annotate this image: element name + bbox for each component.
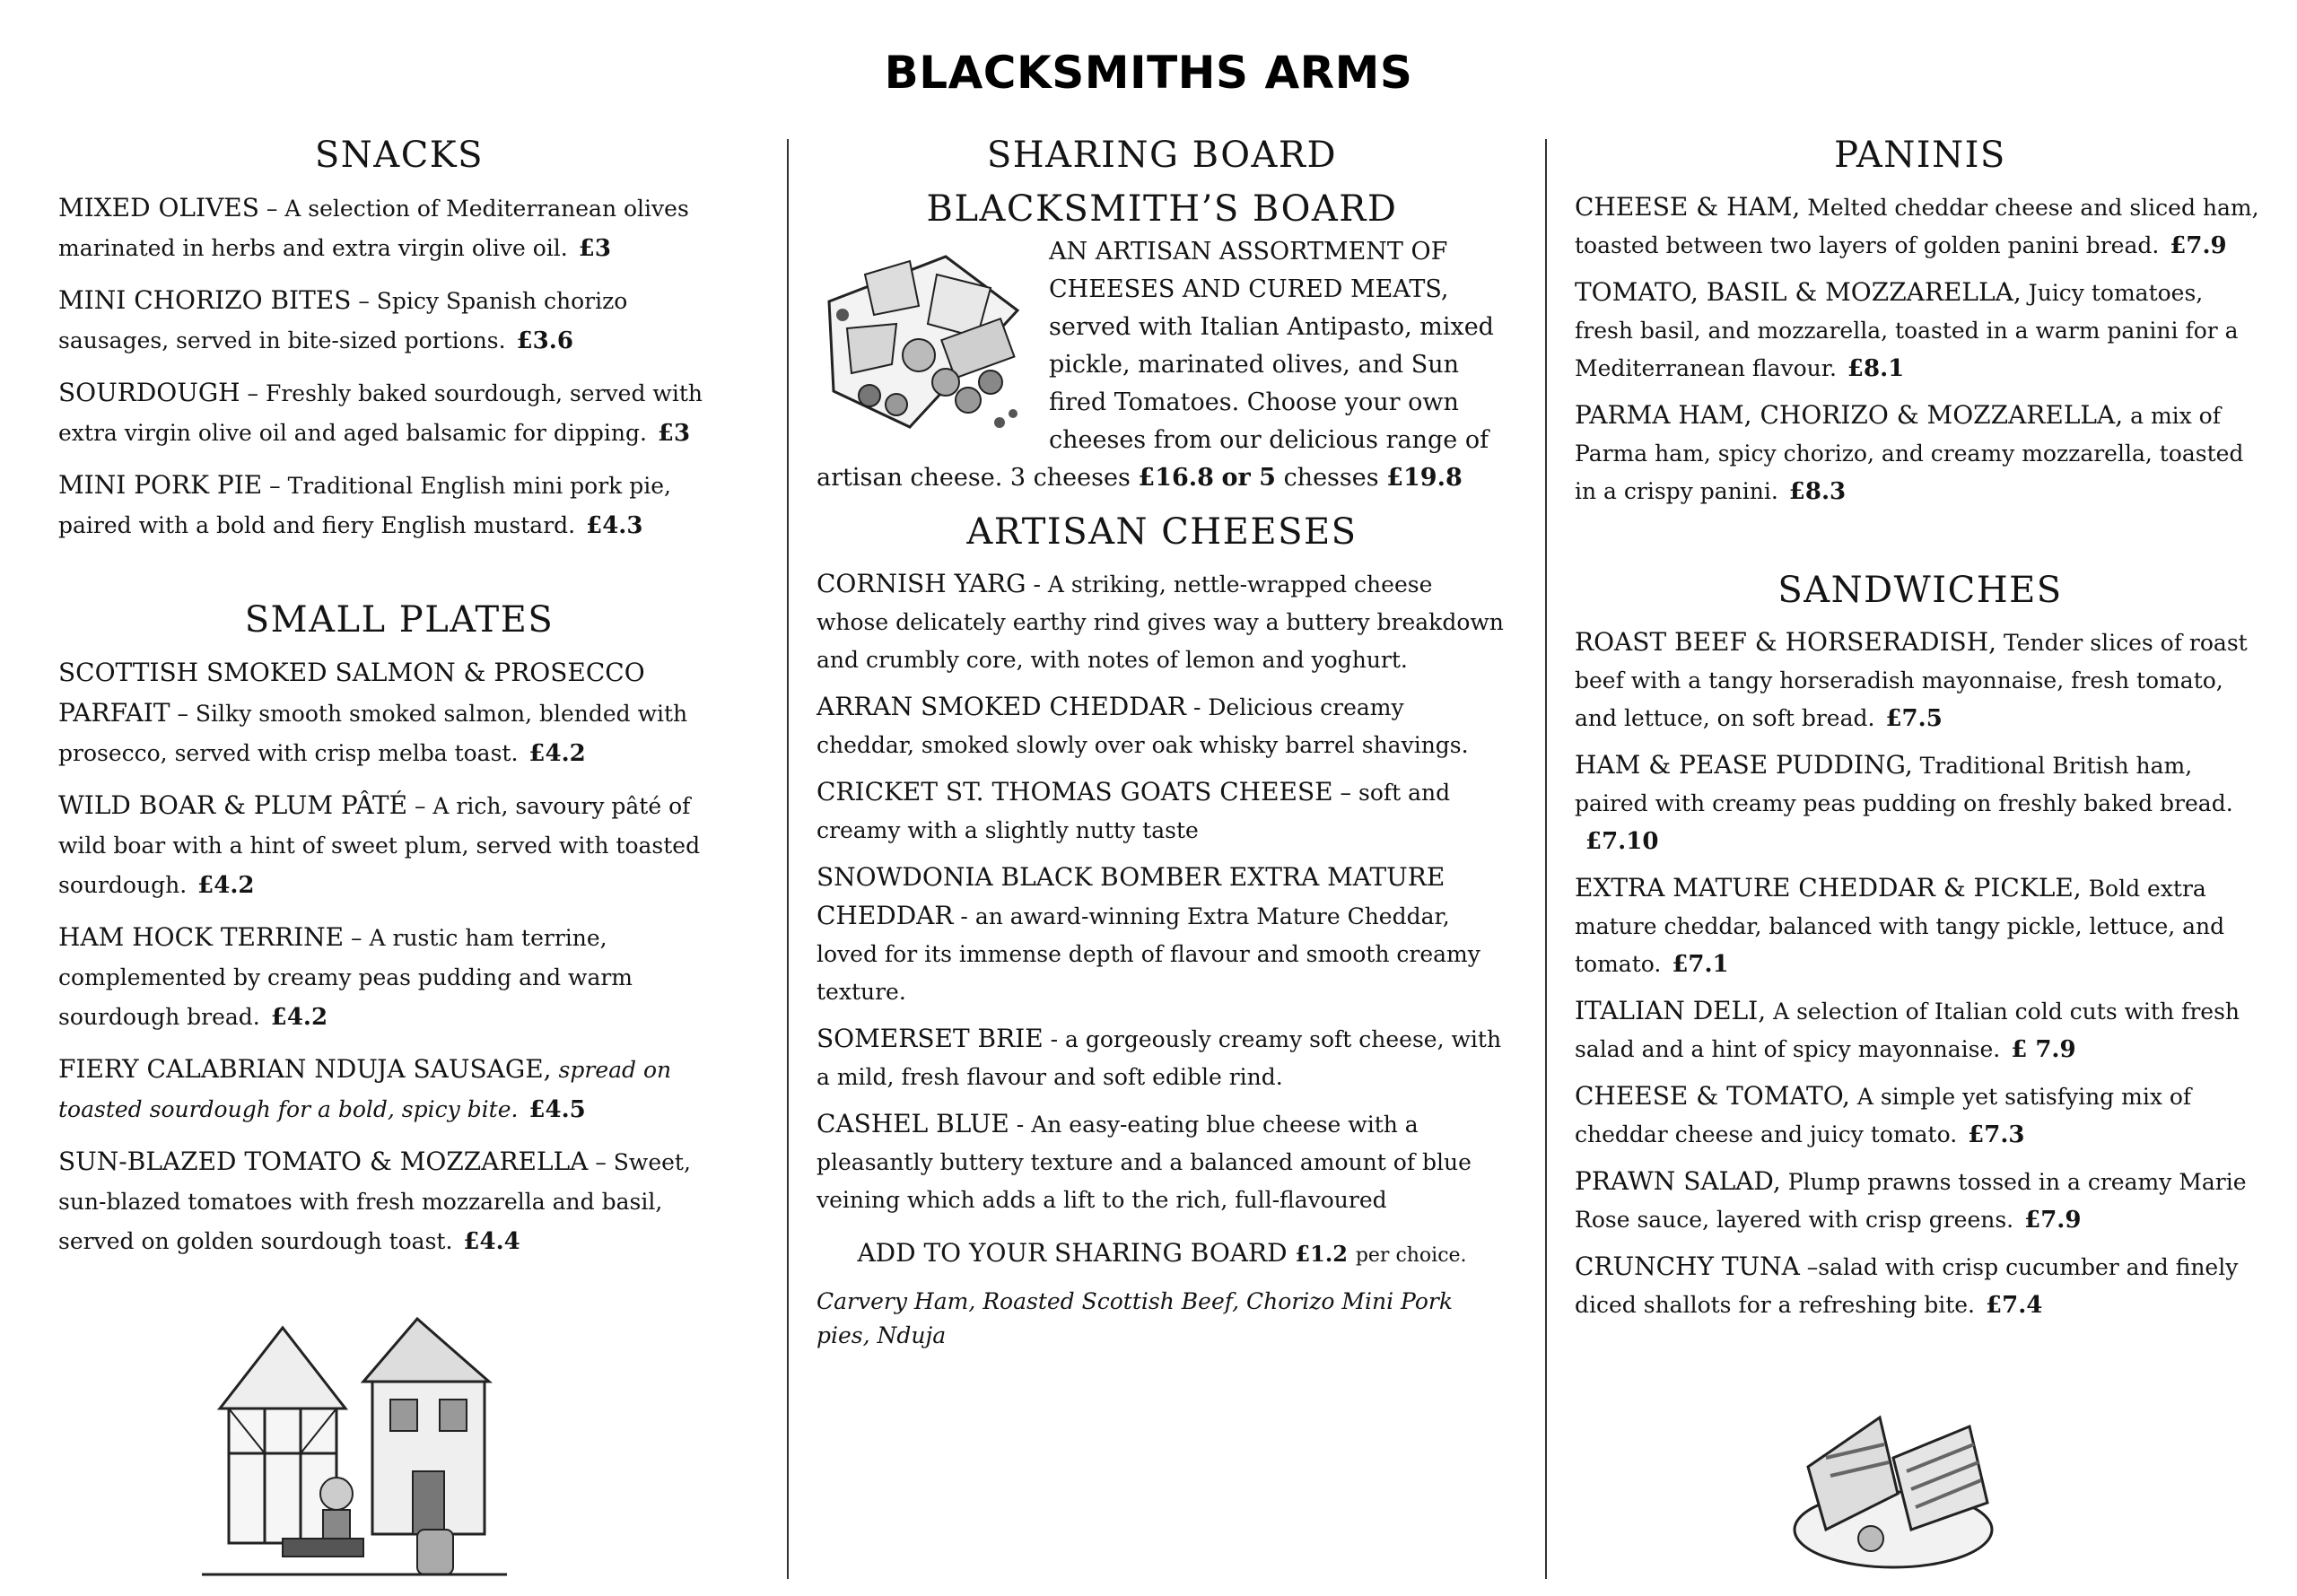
board-or: or 5: [1221, 464, 1276, 492]
menu-item: [1575, 397, 2266, 510]
item-desc: a mix of Parma ham, spicy chorizo, and creamy mozzarella, toasted in a crispy panini.: [1575, 403, 2244, 504]
menu-item: [58, 1142, 740, 1261]
menu-item: [817, 1020, 1507, 1096]
item-price: £3: [578, 235, 611, 262]
item-price: £4.4: [463, 1228, 520, 1255]
menu-item: [817, 565, 1507, 679]
small-plates-list: [58, 653, 740, 1261]
item-desc: - Delicious creamy cheddar, smoked slowly over oak whisky barrel shavings.: [817, 694, 1469, 758]
menu-item: [1575, 1077, 2266, 1154]
sharing-board-heading: SHARING BOARD: [986, 135, 1338, 176]
board-desc: served with Italian Antipasto, mixed pickle, marinated olives, and Sun fired Tomatoes. Choose your own cheeses from our delicious range of artisan cheese. 3 cheeses: [817, 313, 1494, 492]
item-name: CRUNCHY TUNA: [1575, 1252, 1800, 1281]
add-extras: Carvery Ham, Roasted Scottish Beef, Chorizo Mini Pork pies, Nduja: [817, 1288, 1453, 1348]
menu-item: [58, 188, 740, 268]
item-desc: - a gorgeously creamy soft cheese, with a mild, fresh flavour and soft edible rind.: [817, 1026, 1502, 1090]
item-desc: Traditional British ham, paired with creamy peas pudding on freshly baked bread.: [1575, 753, 2233, 816]
item-price: £4.5: [528, 1096, 586, 1123]
column-divider-left: [787, 139, 789, 1579]
paninis-heading: PANINIS: [1834, 135, 2006, 176]
board-block: [817, 233, 1507, 497]
item-desc: – Silky smooth smoked salmon, blended with prosecco, served with crisp melba toast.: [58, 701, 688, 766]
menu-item: [1575, 746, 2266, 860]
item-desc: spread on toasted sourdough for a bold, spicy bite.: [58, 1057, 672, 1122]
item-name: SCOTTISH SMOKED SALMON & PROSECCO PARFAIT: [58, 658, 645, 728]
item-name: PARMA HAM, CHORIZO & MOZZARELLA,: [1575, 400, 2124, 430]
menu-item: [817, 688, 1507, 764]
item-name: ARRAN SMOKED CHEDDAR: [817, 692, 1187, 721]
sandwiches-heading: SANDWICHES: [1777, 570, 2063, 611]
item-desc: – Sweet, sun-blazed tomatoes with fresh mozzarella and basil, served on golden sourdough toast.: [58, 1149, 691, 1254]
item-price: £4.2: [197, 872, 255, 899]
item-name: TOMATO, BASIL & MOZZARELLA,: [1575, 277, 2022, 307]
item-desc: A simple yet satisfying mix of cheddar cheese and juicy tomato.: [1575, 1084, 2192, 1147]
menu-item: [1575, 869, 2266, 983]
item-name: EXTRA MATURE CHEDDAR & PICKLE,: [1575, 873, 2082, 903]
item-price: £7.9: [2170, 232, 2227, 259]
column-sharing-cheeses: [817, 135, 1507, 1353]
paninis-list: [1575, 188, 2266, 510]
menu-item: [1575, 188, 2266, 265]
item-name: CASHEL BLUE: [817, 1109, 1009, 1138]
item-name: SOURDOUGH: [58, 378, 240, 407]
item-desc: Tender slices of roast beef with a tangy horseradish mayonnaise, fresh tomato, and lettuce, on soft bread.: [1575, 630, 2248, 731]
menu-item: [1575, 992, 2266, 1068]
column-divider-right: [1545, 139, 1547, 1579]
item-name: ROAST BEEF & HORSERADISH,: [1575, 627, 1997, 657]
item-price: £3.6: [516, 327, 573, 354]
item-name: FIERY CALABRIAN NDUJA SAUSAGE,: [58, 1054, 552, 1084]
menu-item: [58, 281, 740, 361]
column-snacks-small-plates: [58, 135, 740, 1274]
item-price: £8.1: [1847, 355, 1905, 382]
sandwiches-list: [1575, 624, 2266, 1324]
menu-item: [58, 918, 740, 1037]
item-name: MIXED OLIVES: [58, 193, 259, 222]
item-desc: Melted cheddar cheese and sliced ham, toasted between two layers of golden panini bread.: [1575, 195, 2259, 258]
column-paninis-sandwiches: [1575, 135, 2266, 1333]
item-desc: – A rustic ham terrine, complemented by creamy peas pudding and warm sourdough bread.: [58, 925, 633, 1030]
cheese-list: [817, 565, 1507, 1219]
item-name: PRAWN SALAD,: [1575, 1166, 1781, 1196]
snacks-heading: SNACKS: [314, 135, 485, 176]
item-desc: – Traditional English mini pork pie, paired with a bold and fiery English mustard.: [58, 473, 672, 538]
item-desc: - an award-winning Extra Mature Cheddar, loved for its immense depth of flavour and smooth creamy texture.: [817, 903, 1480, 1005]
item-price: £8.3: [1788, 478, 1847, 505]
board-title: BLACKSMITH’S BOARD: [926, 188, 1398, 230]
item-desc: – A selection of Mediterranean olives marinated in herbs and extra virgin olive oil.: [58, 196, 689, 261]
menu-item: [1575, 274, 2266, 388]
item-price: £ 7.9: [2011, 1036, 2076, 1063]
item-name: CHEESE & TOMATO,: [1575, 1081, 1850, 1111]
item-desc: A selection of Italian cold cuts with fresh salad and a hint of spicy mayonnaise.: [1575, 999, 2240, 1062]
add-price: £1.2: [1295, 1241, 1348, 1267]
blacksmith-pub-icon: [202, 1301, 507, 1588]
artisan-cheeses-heading: ARTISAN CHEESES: [966, 511, 1358, 553]
snacks-list: [58, 188, 740, 545]
cheese-board-icon: [817, 239, 1031, 445]
add-to-board: [817, 1234, 1507, 1276]
item-desc: – soft and creamy with a slightly nutty taste: [817, 780, 1451, 843]
board-price-5: £19.8: [1386, 464, 1463, 492]
item-price: £7.1: [1672, 951, 1729, 978]
item-name: SNOWDONIA BLACK BOMBER EXTRA MATURE CHEDDAR: [817, 862, 1445, 930]
menu-title: BLACKSMITHS ARMS: [884, 47, 1413, 99]
small-plates-heading: SMALL PLATES: [244, 599, 555, 641]
item-price: £4.2: [270, 1004, 328, 1031]
add-label: ADD TO YOUR SHARING BOARD: [857, 1238, 1288, 1268]
menu-item: [817, 1105, 1507, 1219]
item-desc: – Spicy Spanish chorizo sausages, served in bite-sized portions.: [58, 288, 628, 353]
item-price: £7.5: [1885, 705, 1943, 732]
item-name: CRICKET ST. THOMAS GOATS CHEESE: [817, 777, 1333, 807]
item-price: £7.10: [1585, 828, 1659, 855]
item-name: HAM HOCK TERRINE: [58, 922, 345, 952]
item-price: £4.3: [586, 512, 643, 539]
menu-item: [817, 773, 1507, 850]
item-desc: Juicy tomatoes, fresh basil, and mozzarella, toasted in a warm panini for a Mediterranean flavour.: [1575, 280, 2239, 381]
item-price: £7.9: [2024, 1207, 2082, 1234]
item-price: £3: [657, 420, 691, 447]
item-name: SOMERSET BRIE: [817, 1024, 1044, 1053]
board-chesses: chesses: [1283, 464, 1379, 492]
board-price-3: £16.8: [1138, 464, 1214, 492]
item-desc: – Freshly baked sourdough, served with extra virgin olive oil and aged balsamic for dipping.: [58, 380, 703, 446]
menu-item: [1575, 1248, 2266, 1324]
menu-item: [58, 786, 740, 905]
menu-item: [1575, 1163, 2266, 1239]
menu-item: [58, 653, 740, 773]
toasted-sandwich-icon: [1786, 1395, 2001, 1574]
menu-item: [1575, 624, 2266, 737]
item-name: MINI CHORIZO BITES: [58, 285, 352, 315]
item-name: WILD BOAR & PLUM PÂTÉ: [58, 790, 408, 820]
item-desc: – A rich, savoury pâté of wild boar with a hint of sweet plum, served with toasted sourdough.: [58, 793, 701, 898]
item-name: MINI PORK PIE: [58, 470, 263, 500]
item-desc: Bold extra mature cheddar, balanced with tangy pickle, lettuce, and tomato.: [1575, 876, 2225, 977]
item-price: £7.4: [1986, 1292, 2043, 1319]
item-price: £7.3: [1968, 1121, 2025, 1148]
item-name: CORNISH YARG: [817, 569, 1026, 598]
item-name: ITALIAN DELI,: [1575, 996, 1767, 1025]
menu-item: [817, 859, 1507, 1011]
board-lead: AN ARTISAN ASSORTMENT OF CHEESES AND CURED MEATS,: [1049, 238, 1449, 303]
item-desc: Plump prawns tossed in a creamy Marie Rose sauce, layered with crisp greens.: [1575, 1169, 2247, 1233]
menu-item: [58, 466, 740, 545]
item-desc: - A striking, nettle-wrapped cheese whose delicately earthy rind gives way a buttery breakdown and crumbly core, with notes of lemon and yoghurt.: [817, 571, 1504, 673]
item-name: SUN-BLAZED TOMATO & MOZZARELLA: [58, 1147, 589, 1176]
item-name: CHEESE & HAM,: [1575, 192, 1801, 222]
item-desc: –salad with crisp cucumber and finely diced shallots for a refreshing bite.: [1575, 1254, 2239, 1318]
menu-item: [58, 373, 740, 453]
item-name: HAM & PEASE PUDDING,: [1575, 750, 1913, 780]
item-desc: - An easy-eating blue cheese with a pleasantly buttery texture and a balanced amount of blue veining which adds a lift to the rich, full-flavoured: [817, 1112, 1472, 1213]
item-price: £4.2: [528, 740, 586, 767]
add-per: per choice.: [1355, 1244, 1467, 1267]
menu-item: [58, 1050, 740, 1129]
